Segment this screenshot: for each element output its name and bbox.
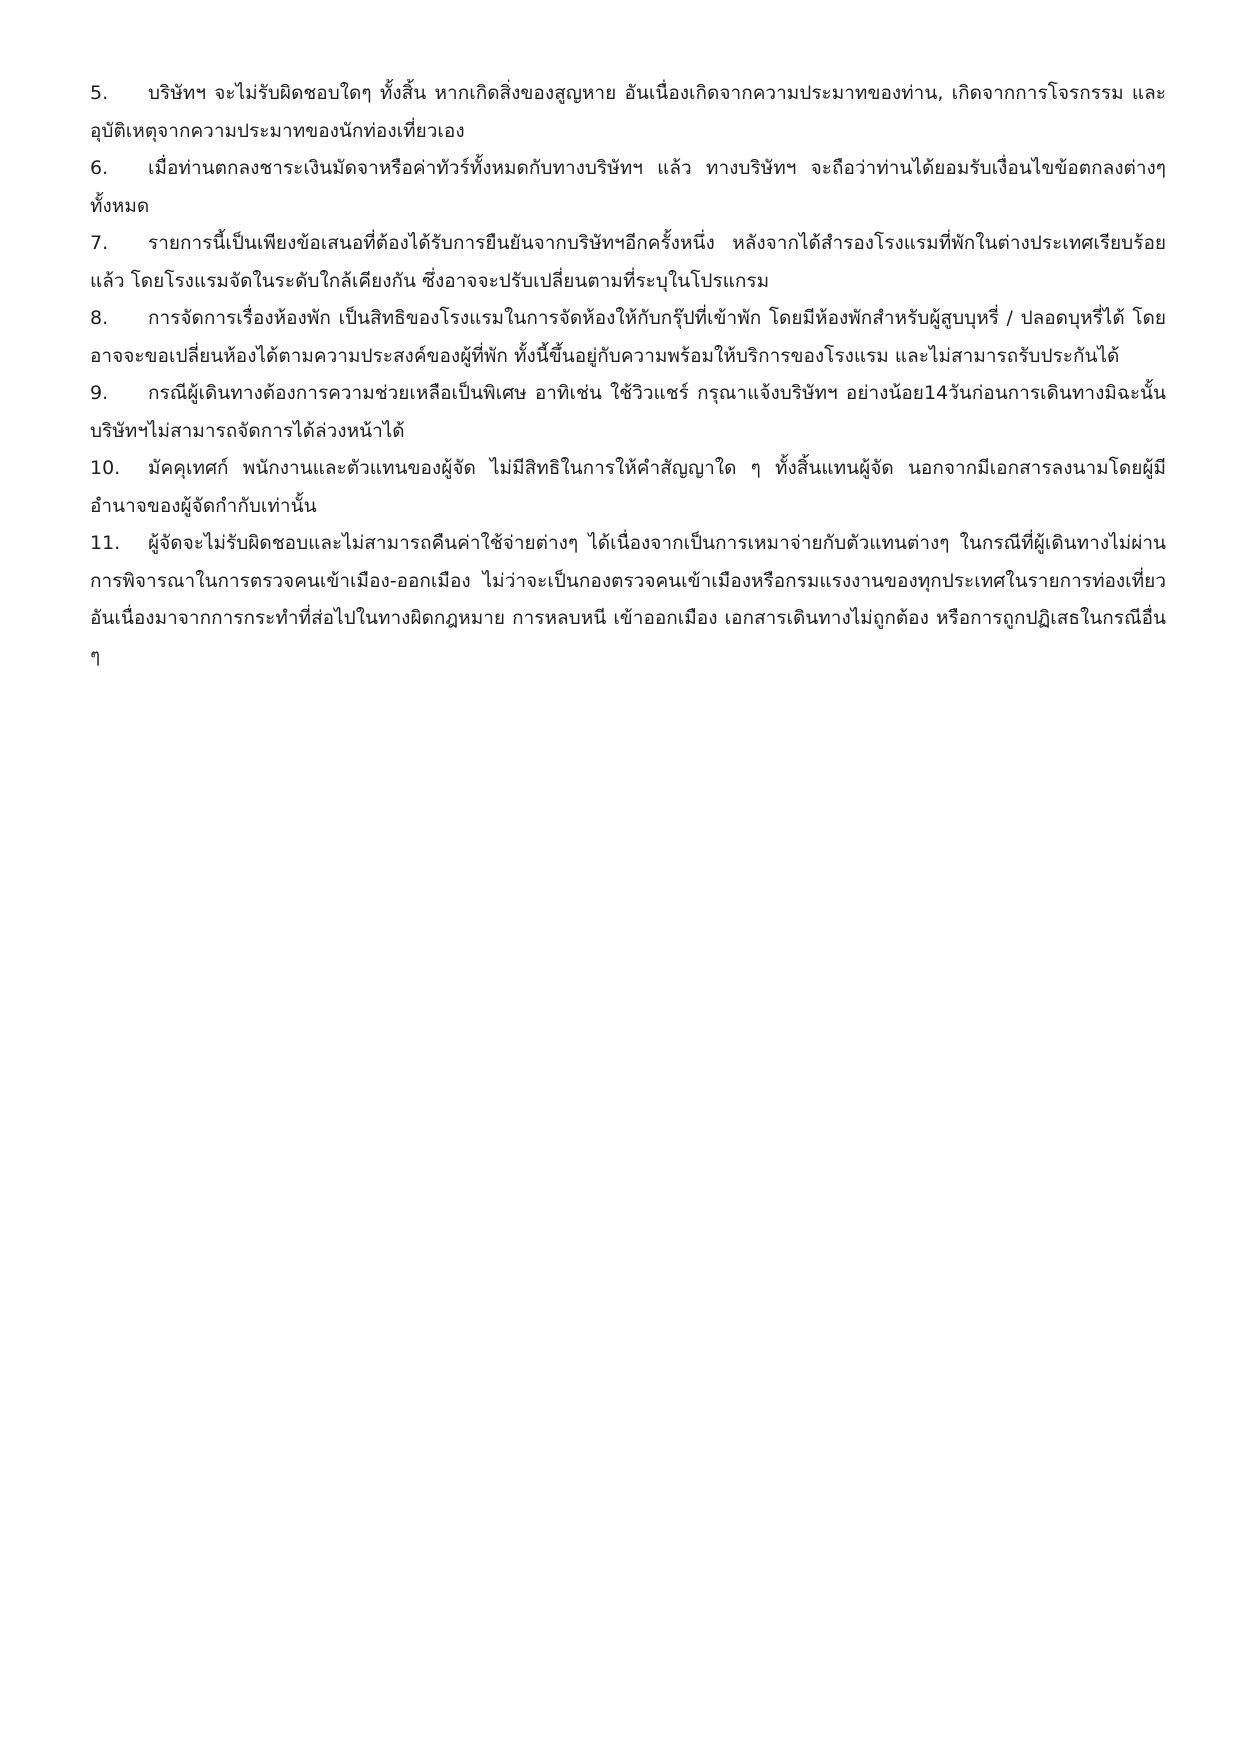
- term-item-8: [90, 300, 1166, 375]
- term-number: 5.: [90, 82, 109, 104]
- term-text: มัคคุเทศก์ พนักงานและตัวแทนของผู้จัด ไม่มีสิทธิในการให้คำสัญญาใด ๆ ทั้งสิ้นแทนผู้จัด นอกจากมีเอกสารลงนามโดยผู้มีอำนาจของผู้จัดกำกับเท่านั้น: [90, 457, 1166, 517]
- term-item-9: [90, 375, 1166, 450]
- term-text: กรณีผู้เดินทางต้องการความช่วยเหลือเป็นพิเศษ อาทิเช่น ใช้วิวแชร์ กรุณาแจ้งบริษัทฯ อย่างน้อย14วันก่อนการเดินทางมิฉะนั้น บริษัทฯไม่สามารถจัดการได้ล่วงหน้าได้: [90, 382, 1166, 442]
- term-text: บริษัทฯ จะไม่รับผิดชอบใดๆ ทั้งสิ้น หากเกิดสิ่งของสูญหาย อันเนื่องเกิดจากความประมาทของท่าน, เกิดจากการโจรกรรม และ อุบัติเหตุจากความประมาทของนักท่องเที่ยวเอง: [90, 82, 1166, 142]
- term-item-7: [90, 225, 1166, 300]
- term-item-11: [90, 525, 1166, 675]
- term-text: รายการนี้เป็นเพียงข้อเสนอที่ต้องได้รับการยืนยันจากบริษัทฯอีกครั้งหนึ่ง หลังจากได้สำรองโรงแรมที่พักในต่างประเทศเรียบร้อยแล้ว โดยโรงแรมจัดในระดับใกล้เคียงกัน ซึ่งอาจจะปรับเปลี่ยนตามที่ระบุในโปรแกรม: [90, 232, 1166, 292]
- term-number: 11.: [90, 532, 121, 554]
- term-item-10: [90, 450, 1166, 525]
- term-text: ผู้จัดจะไม่รับผิดชอบและไม่สามารถคืนค่าใช้จ่ายต่างๆ ได้เนื่องจากเป็นการเหมาจ่ายกับตัวแทนต่างๆ ในกรณีที่ผู้เดินทางไม่ผ่านการพิจารณาในการตรวจคนเข้าเมือง-ออกเมือง ไม่ว่าจะเป็นกองตรวจคนเข้าเมืองหรือกรมแรงงานของทุกประเทศในรายการท่องเที่ยว อันเนื่องมาจากการกระทำที่ส่อไปในทางผิดกฎหมาย การหลบหนี เข้าออกเมือง เอกสารเดินทางไม่ถูกต้อง หรือการถูกปฏิเสธในกรณีอื่น ๆ: [90, 532, 1166, 667]
- term-text: การจัดการเรื่องห้องพัก เป็นสิทธิของโรงแรมในการจัดห้องให้กับกรุ๊ปที่เข้าพัก โดยมีห้องพักสำหรับผู้สูบบุหรี่ / ปลอดบุหรี่ได้ โดยอาจจะขอเปลี่ยนห้องได้ตามความประสงค์ของผู้ที่พัก ทั้งนี้ขึ้นอยู่กับความพร้อมให้บริการของโรงแรม และไม่สามารถรับประกันได้: [90, 307, 1166, 367]
- term-item-6: [90, 150, 1166, 225]
- terms-list: [90, 75, 1166, 675]
- term-number: 9.: [90, 382, 109, 404]
- term-item-5: [90, 75, 1166, 150]
- term-number: 10.: [90, 457, 121, 479]
- term-text: เมื่อท่านตกลงชาระเงินมัดจาหรือค่าทัวร์ทั้งหมดกับทางบริษัทฯ แล้ว ทางบริษัทฯ จะถือว่าท่านได้ยอมรับเงื่อนไขข้อตกลงต่างๆ ทั้งหมด: [90, 157, 1166, 217]
- term-number: 8.: [90, 307, 109, 329]
- term-number: 7.: [90, 232, 109, 254]
- term-number: 6.: [90, 157, 109, 179]
